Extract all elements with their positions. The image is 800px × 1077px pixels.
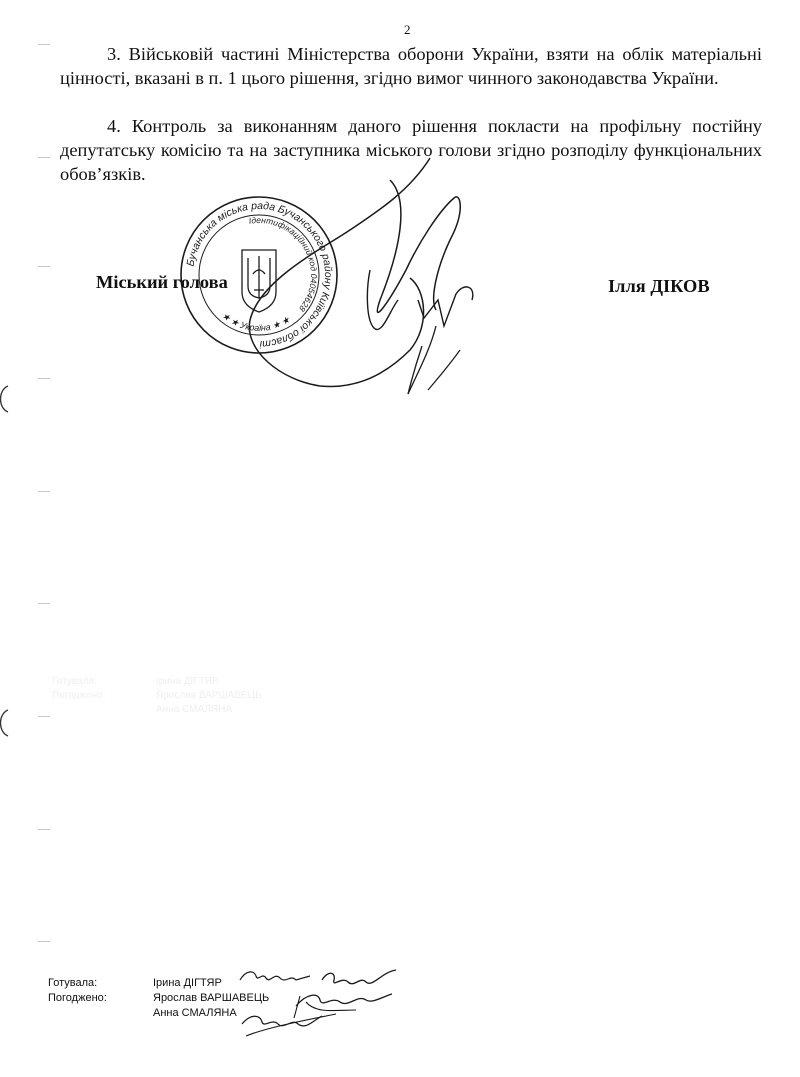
footer-person: Ірина ДІГТЯР [153,977,222,989]
footer-person: Ярослав ВАРШАВЕЦЬ [153,992,270,1004]
stamp-country-text: ★ ★ Україна ★ ★ [220,310,292,333]
faint-text: Готувала: [52,676,97,687]
faint-text: Ярослав ВАРШАВЕЦЬ [156,690,262,701]
margin-tick [38,716,50,717]
signatory-title: Міський голова [96,272,228,292]
mayor-signature [240,150,500,410]
margin-tick [38,603,50,604]
approval-signatures [236,966,406,1044]
margin-tick [38,378,50,379]
faint-text: Погоджено: [52,690,106,701]
margin-tick [38,829,50,830]
stamp-code-text: Ідентифікаційний код 04054628 [247,214,320,314]
margin-tick [38,266,50,267]
stamp-ring-text: Бучанська міська рада Бучанського району Київської області [184,199,335,351]
footer-role: Готувала: [48,977,98,989]
hole-punch-mark [0,384,18,414]
faint-text: Ірина ДІГТЯР [156,676,219,687]
footer-role: Погоджено: [48,992,107,1004]
faint-text: Анна СМАЛЯНА [156,704,233,715]
margin-tick [38,44,50,45]
margin-tick [38,157,50,158]
margin-tick [38,491,50,492]
paragraph-4: 4. Контроль за виконанням даного рішення покласти на профільну постійну депутатську комісію та на заступника міського голови згідно розподілу функціональних обов’язків. [60,116,762,184]
page-number: 2 [404,22,411,37]
signatory-name: Ілля ДІКОВ [608,276,710,296]
margin-tick [38,941,50,942]
paragraph-3: 3. Військовій частині Міністерства оборони України, взяти на облік матеріальні цінності, вказані в п. 1 цього рішення, згідно вимог чинного законодавства України. [60,44,762,88]
hole-punch-mark [0,708,18,738]
footer-person: Анна СМАЛЯНА [153,1007,237,1019]
